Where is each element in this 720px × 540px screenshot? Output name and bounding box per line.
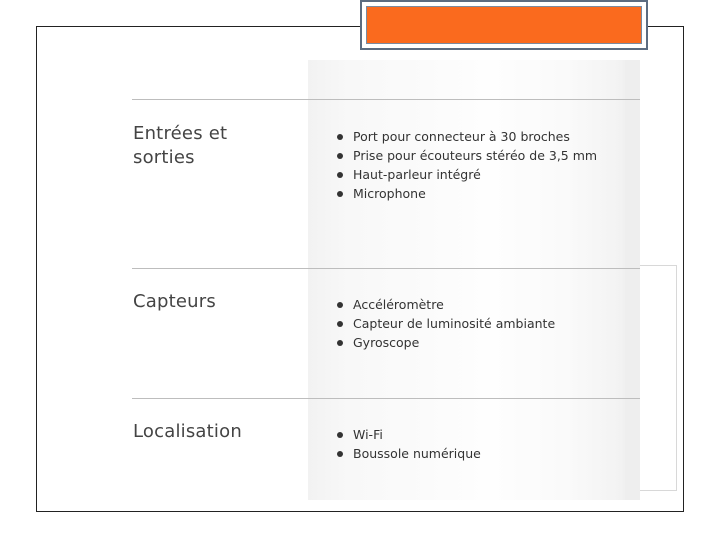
list-item-text: Port pour connecteur à 30 broches	[353, 129, 570, 144]
list-item	[336, 165, 597, 184]
bullet-list-localisation	[336, 425, 481, 463]
bullet-icon	[337, 321, 343, 327]
section-divider	[132, 99, 640, 100]
list-item-text: Microphone	[353, 186, 426, 201]
bullet-list-capteurs	[336, 295, 555, 352]
bullet-icon	[337, 191, 343, 197]
list-item-text: Prise pour écouteurs stéréo de 3,5 mm	[353, 148, 598, 163]
list-item-text: Capteur de luminosité ambiante	[353, 316, 556, 331]
list-item-text: Gyroscope	[353, 335, 420, 350]
orange-header-tab	[360, 0, 648, 50]
bullet-icon	[337, 451, 343, 457]
right-side-panel	[636, 265, 677, 491]
list-item	[336, 333, 555, 352]
list-item	[336, 444, 481, 463]
section-label-line: sorties	[133, 147, 195, 168]
bullet-icon	[337, 432, 343, 438]
bullet-icon	[337, 134, 343, 140]
list-item	[336, 184, 597, 203]
section-label-entrees-sorties	[133, 122, 303, 170]
list-item-text: Boussole numérique	[353, 446, 481, 461]
section-label-line: Localisation	[133, 421, 242, 442]
bullet-icon	[337, 340, 343, 346]
section-divider	[132, 268, 640, 269]
section-label-line: Entrées et	[133, 123, 228, 144]
content-column-edge	[625, 60, 640, 500]
list-item	[336, 127, 597, 146]
list-item	[336, 146, 597, 165]
section-label-line: Capteurs	[133, 291, 216, 312]
bullet-icon	[337, 302, 343, 308]
orange-header-fill	[366, 6, 642, 44]
list-item-text: Accéléromètre	[353, 297, 444, 312]
list-item	[336, 314, 555, 333]
list-item-text: Haut-parleur intégré	[353, 167, 481, 182]
bullet-list-entrees-sorties	[336, 127, 597, 203]
list-item-text: Wi-Fi	[353, 427, 383, 442]
bullet-icon	[337, 172, 343, 178]
section-label-localisation	[133, 420, 303, 444]
section-divider	[132, 398, 640, 399]
list-item	[336, 425, 481, 444]
section-label-capteurs	[133, 290, 303, 314]
bullet-icon	[337, 153, 343, 159]
list-item	[336, 295, 555, 314]
